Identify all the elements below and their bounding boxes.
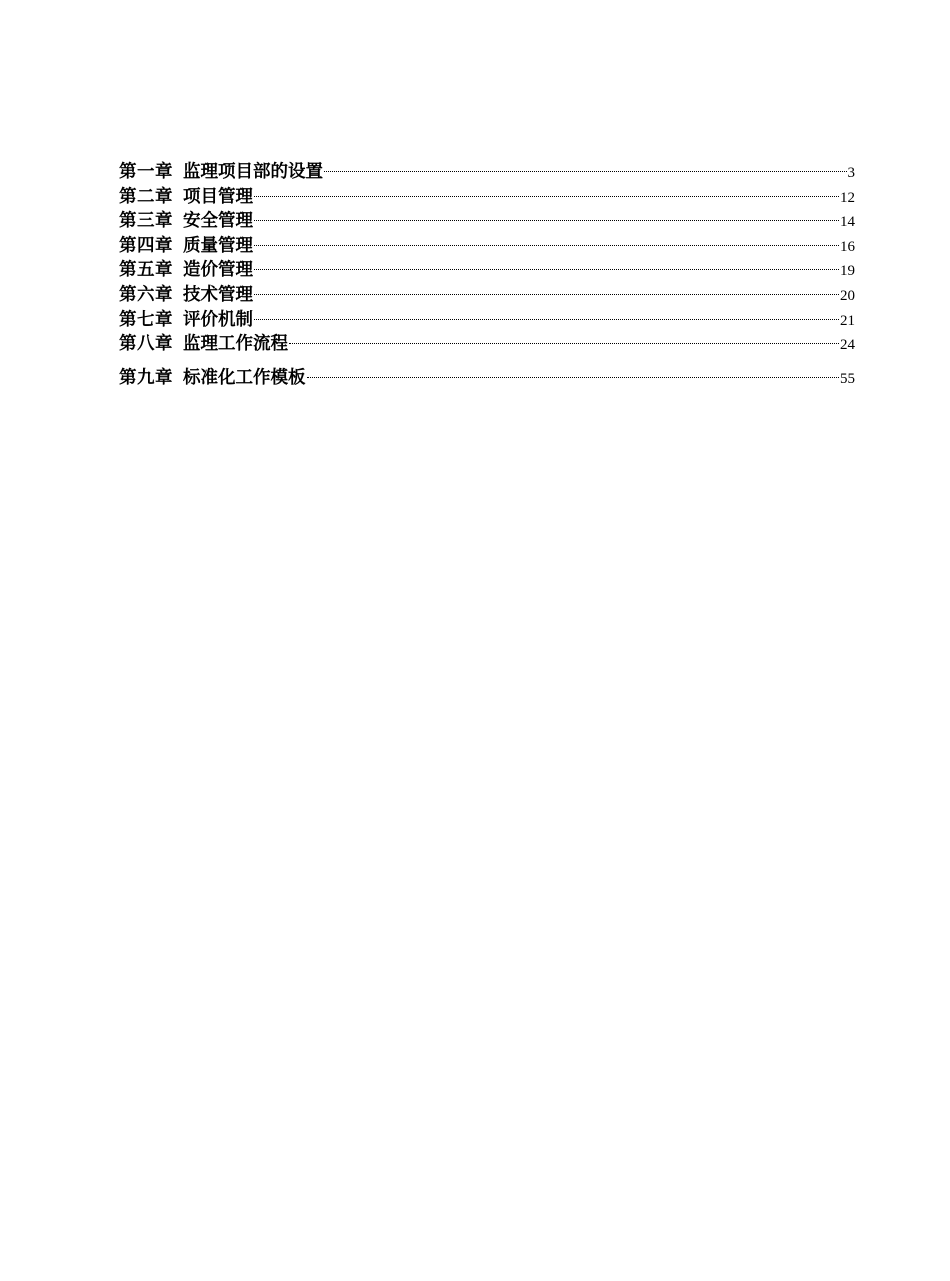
chapter-number: 第九章: [119, 368, 173, 389]
toc-entry[interactable]: [119, 258, 855, 283]
toc-entry[interactable]: [119, 185, 855, 210]
chapter-title: 评价机制: [183, 309, 253, 330]
dot-leader: [307, 377, 840, 378]
dot-leader: [254, 294, 839, 295]
chapter-title: 项目管理: [183, 186, 253, 207]
toc-entry[interactable]: [119, 332, 855, 357]
toc-entry[interactable]: [119, 366, 855, 391]
toc-entry[interactable]: [119, 308, 855, 333]
dot-leader: [289, 343, 839, 344]
chapter-title: 造价管理: [183, 260, 253, 281]
toc-entry[interactable]: [119, 209, 855, 234]
chapter-number: 第七章: [119, 309, 173, 330]
dot-leader: [324, 171, 847, 172]
page-number: 55: [840, 371, 855, 388]
toc-entry[interactable]: [119, 283, 855, 308]
page-number: 19: [840, 263, 855, 280]
page-number: 14: [840, 214, 855, 231]
dot-leader: [254, 196, 839, 197]
dot-leader: [254, 245, 839, 246]
page-number: 21: [840, 312, 855, 329]
chapter-title: 技术管理: [183, 284, 253, 305]
chapter-number: 第二章: [119, 186, 173, 207]
chapter-title: 安全管理: [183, 211, 253, 232]
chapter-title: 监理项目部的设置: [183, 162, 323, 182]
toc-entry[interactable]: [119, 234, 855, 259]
chapter-title: 标准化工作模板: [183, 368, 306, 389]
page-number: 12: [840, 189, 855, 206]
page-number: 16: [840, 238, 855, 255]
chapter-number: 第三章: [119, 211, 173, 232]
chapter-number: 第一章: [119, 162, 173, 182]
page-number: 20: [840, 287, 855, 304]
chapter-number: 第五章: [119, 260, 173, 281]
page-number: 24: [840, 337, 855, 354]
chapter-title: 质量管理: [183, 235, 253, 256]
chapter-number: 第六章: [119, 284, 173, 305]
page-number: 3: [847, 165, 855, 181]
dot-leader: [254, 220, 839, 221]
toc-entry[interactable]: [119, 160, 855, 185]
dot-leader: [254, 319, 839, 320]
table-of-contents: [119, 160, 855, 391]
dot-leader: [254, 269, 839, 270]
chapter-number: 第八章: [119, 334, 173, 355]
chapter-title: 监理工作流程: [183, 334, 288, 355]
chapter-number: 第四章: [119, 235, 173, 256]
